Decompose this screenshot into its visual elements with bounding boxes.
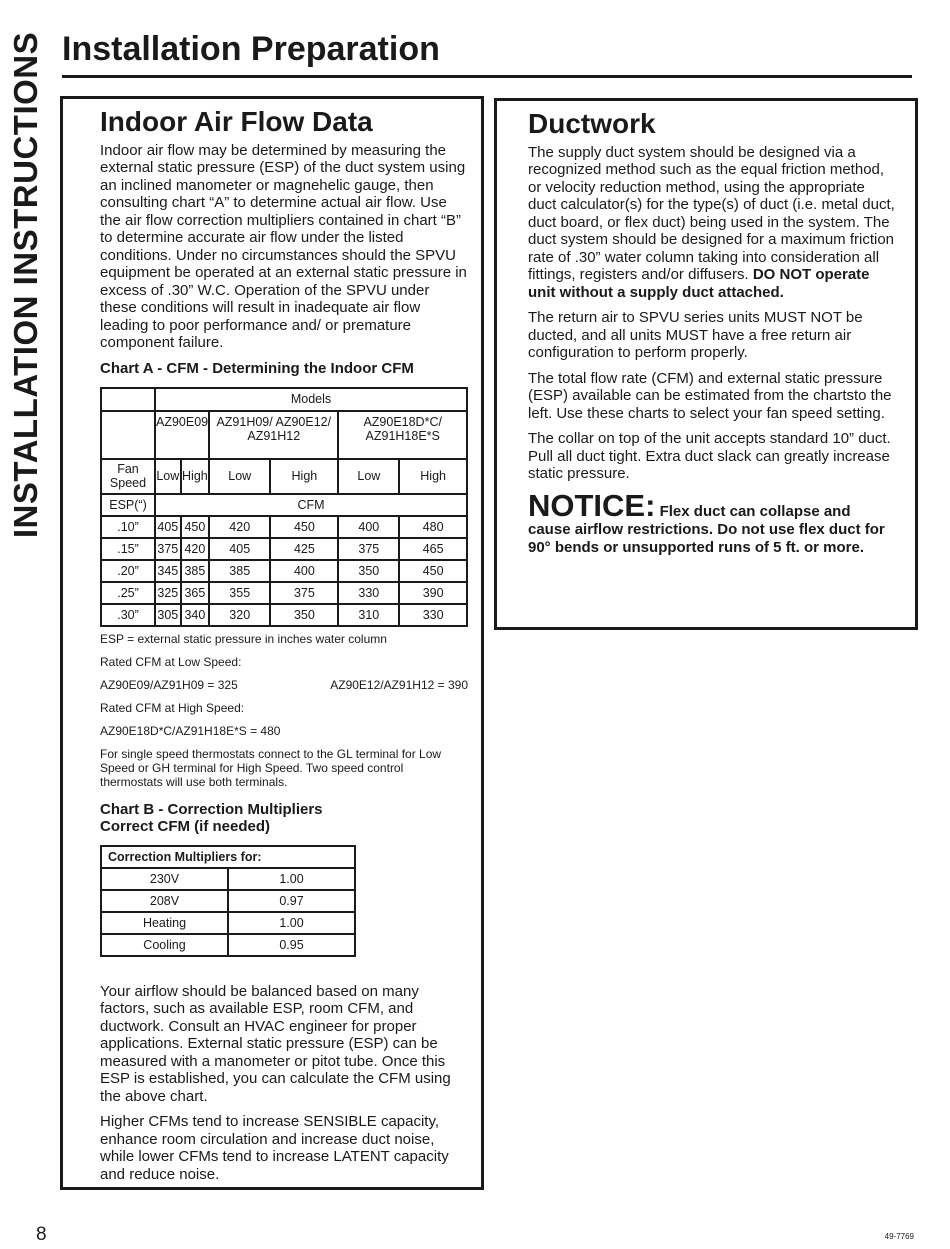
cfm-cell: 420 xyxy=(209,516,270,538)
cfm-cell: 465 xyxy=(399,538,467,560)
side-tab-label: INSTALLATION INSTRUCTIONS xyxy=(7,31,44,539)
speed-cell: High xyxy=(181,459,210,494)
chart-b-header: Correction Multipliers for: xyxy=(101,846,355,868)
table-row xyxy=(101,516,467,538)
ductwork-para1-bold: DO NOT operate unit without a supply duct attached. xyxy=(528,266,870,301)
document-number: 49-7769 xyxy=(884,1232,914,1241)
thermostat-note: For single speed thermostats connect to the GL terminal for Low Speed or GH terminal for High Speed. Two speed control thermostats will use both terminals. xyxy=(100,746,442,789)
cfm-cell: 375 xyxy=(155,538,181,560)
cfm-cell: 405 xyxy=(209,538,270,560)
table-row xyxy=(101,560,467,582)
rated-low-b: AZ90E12/AZ91H12 = 390 xyxy=(330,677,468,692)
page-number: 8 xyxy=(36,1224,47,1245)
cfm-cell: 340 xyxy=(181,604,210,626)
speed-cell: High xyxy=(270,459,338,494)
table-row xyxy=(101,934,355,956)
multiplier-value: 0.97 xyxy=(228,890,355,912)
table-row xyxy=(101,868,355,890)
esp-cell: .15” xyxy=(101,538,155,560)
cfm-cell: 350 xyxy=(338,560,399,582)
cfm-cell: 390 xyxy=(399,582,467,604)
cfm-cell: 325 xyxy=(155,582,181,604)
cfm-cell: 330 xyxy=(399,604,467,626)
indoor-air-flow-section xyxy=(60,96,484,1190)
model-header: AZ90E09 xyxy=(155,411,209,459)
side-tab xyxy=(7,31,44,539)
chart-b-table xyxy=(100,845,356,957)
cfm-cell: 450 xyxy=(181,516,210,538)
ductwork-paragraph-2: The return air to SPVU series units MUST NOT be ducted, and all units MUST have a free return air configuration to perform properly. xyxy=(528,309,863,362)
cfm-cell: 310 xyxy=(338,604,399,626)
table-row xyxy=(101,582,467,604)
speed-cell: High xyxy=(399,459,467,494)
indoor-air-flow-heading: Indoor Air Flow Data xyxy=(100,106,373,137)
chart-b-title-1: Chart B - Correction Multipliers xyxy=(100,800,323,818)
cfm-cell: 375 xyxy=(338,538,399,560)
cfm-cell: 400 xyxy=(270,560,338,582)
esp-label: ESP(“) xyxy=(101,494,155,516)
table-row xyxy=(101,538,467,560)
ductwork-paragraph-3: The total flow rate (CFM) and external static pressure (ESP) available can be estimated from the chartsto the left. Use these charts to select your fan speed setting. xyxy=(528,369,892,422)
cfm-cell: 405 xyxy=(155,516,181,538)
chart-a-title: Chart A - CFM - Determining the Indoor CFM xyxy=(100,359,414,377)
empty-cell xyxy=(101,411,155,459)
cfm-cell: 330 xyxy=(338,582,399,604)
speed-cell: Low xyxy=(155,459,181,494)
speed-cell: Low xyxy=(209,459,270,494)
cfm-cell: 420 xyxy=(181,538,210,560)
notice-heading: NOTICE: xyxy=(528,487,656,523)
cfm-cell: 305 xyxy=(155,604,181,626)
rated-low-a: AZ90E09/AZ91H09 = 325 xyxy=(100,677,238,692)
esp-cell: .25” xyxy=(101,582,155,604)
cfm-cell: 450 xyxy=(270,516,338,538)
multiplier-label: 208V xyxy=(101,890,228,912)
cfm-cell: 355 xyxy=(209,582,270,604)
table-row xyxy=(101,912,355,934)
esp-cell: .10” xyxy=(101,516,155,538)
ductwork-paragraph-4: The collar on top of the unit accepts standard 10” duct. Pull all duct tight. Extra duct slack can greatly increase static pressure. xyxy=(528,430,891,483)
cfm-cell: 385 xyxy=(209,560,270,582)
ductwork-para1-text: The supply duct system should be designed via a recognized method such as the equal friction method, or velocity reduction method, using the appropriate duct calculator(s) for the type(s) of duct (i.e. metal duct, duct board, or flex duct) being used in the system. The duct system should be designed for a maximum friction rate of .30” water column taking into consideration all fittings, registers and/or diffusers. xyxy=(528,143,895,284)
multiplier-label: Heating xyxy=(101,912,228,934)
ductwork-section xyxy=(494,98,918,630)
chart-b-title-2: Correct CFM (if needed) xyxy=(100,817,271,835)
notice-block xyxy=(528,487,896,557)
ductwork-paragraph-1 xyxy=(528,144,896,302)
model-header: AZ90E18D*C/ AZ91H18E*S xyxy=(338,411,467,459)
esp-cell: .30” xyxy=(101,604,155,626)
fan-speed-label: Fan Speed xyxy=(101,459,155,494)
table-row xyxy=(101,604,467,626)
models-header: Models xyxy=(155,388,467,411)
intro-paragraph: Indoor air flow may be determined by measuring the external static pressure (ESP) of the duct system using an inclined manometer or magnehelic gauge, then consulting chart “A” to determine actual air flow. Use the air flow correction multipliers contained in chart “B” to determine accurate air flow under the listed conditions. Under no circumstances should the SPVU equipment be operated at an external static pressure in excess of .30” W.C. Operation of the SPVU under these conditions will result in inadequate air flow leading to poor performance and/ or premature component failure. xyxy=(100,141,467,352)
multiplier-value: 1.00 xyxy=(228,912,355,934)
cfm-label: CFM xyxy=(155,494,467,516)
table-row xyxy=(101,890,355,912)
cfm-cell: 480 xyxy=(399,516,467,538)
cfm-cell: 400 xyxy=(338,516,399,538)
ductwork-heading: Ductwork xyxy=(528,108,656,139)
speed-cell: Low xyxy=(338,459,399,494)
multiplier-label: Cooling xyxy=(101,934,228,956)
page-title: Installation Preparation xyxy=(62,30,440,68)
cfm-cell: 365 xyxy=(181,582,210,604)
balance-paragraph: Your airflow should be balanced based on many factors, such as available ESP, room CFM, and ductwork. Consult an HVAC engineer for proper applications. External static pressure (ESP) can be measured with a manometer or pitot tube. Once this ESP is established, you can calculate the CFM using the above chart. xyxy=(100,982,451,1105)
multiplier-label: 230V xyxy=(101,868,228,890)
higher-cfm-paragraph: Higher CFMs tend to increase SENSIBLE capacity, enhance room circulation and increase duct noise, while lower CFMs tend to increase LATENT capacity and reduce noise. xyxy=(100,1113,449,1183)
title-rule xyxy=(62,75,912,78)
empty-cell xyxy=(101,388,155,411)
chart-a-table xyxy=(100,387,468,627)
model-header: AZ91H09/ AZ90E12/ AZ91H12 xyxy=(209,411,338,459)
multiplier-value: 1.00 xyxy=(228,868,355,890)
cfm-cell: 450 xyxy=(399,560,467,582)
cfm-cell: 350 xyxy=(270,604,338,626)
multiplier-value: 0.95 xyxy=(228,934,355,956)
rated-low-values xyxy=(100,678,468,692)
esp-cell: .20” xyxy=(101,560,155,582)
cfm-cell: 345 xyxy=(155,560,181,582)
cfm-cell: 425 xyxy=(270,538,338,560)
cfm-cell: 375 xyxy=(270,582,338,604)
esp-definition: ESP = external static pressure in inches water column xyxy=(100,631,387,646)
cfm-cell: 320 xyxy=(209,604,270,626)
rated-low-label: Rated CFM at Low Speed: xyxy=(100,654,242,669)
cfm-cell: 385 xyxy=(181,560,210,582)
rated-high-label: Rated CFM at High Speed: xyxy=(100,700,245,715)
rated-high-a: AZ90E18D*C/AZ91H18E*S = 480 xyxy=(100,723,281,738)
notice-text: Flex duct can collapse and cause airflow restrictions. Do not use flex duct for 90° bends or unsupported runs of 5 ft. or more. xyxy=(528,502,885,556)
